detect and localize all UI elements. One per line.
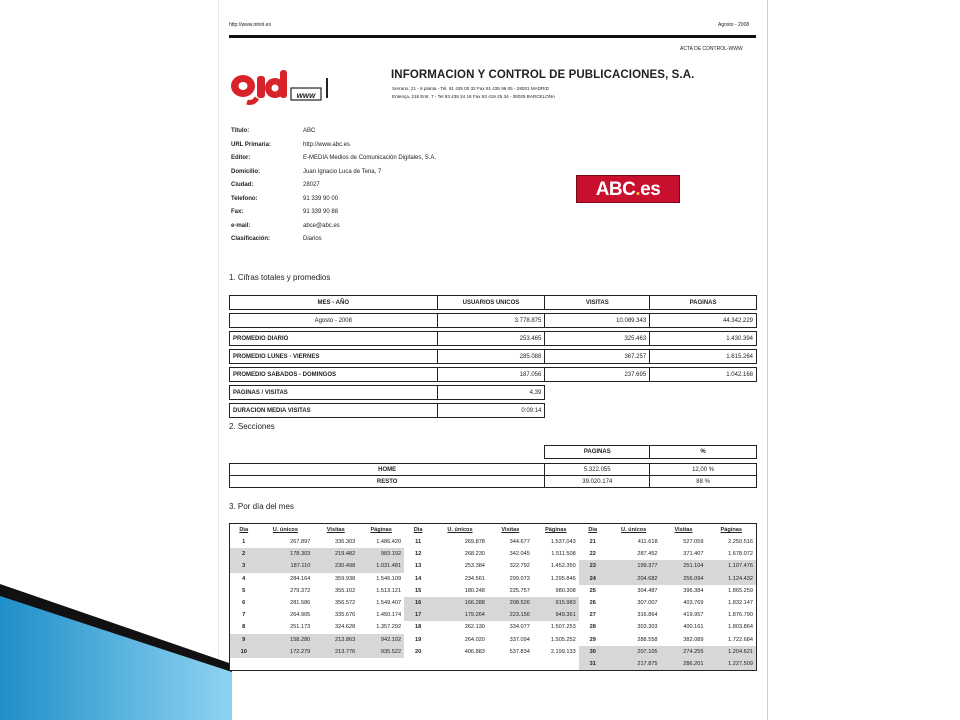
cell-day: 21 [589,539,596,546]
col-header: Páginas [545,527,567,533]
org-address-barcelona: Entença, 218 Entr. 7 - Tel 93 439 24 18 Fax 93 419 25 34 - 08029 BARCELONA [392,94,556,99]
cell-visits: 400.161 [683,624,704,631]
cell-visits: 208.526 [488,597,533,609]
cell-pages: 942.102 [358,634,404,646]
daily-header-row [230,524,757,537]
cell-pages: 935.522 [358,646,404,658]
cell-pages: 1.227.509 [706,658,756,671]
table-row [230,536,757,548]
daily-table [229,523,757,671]
table-row [230,368,757,382]
section-2-title: 2. Secciones [229,422,275,431]
totals-table [229,295,757,418]
cell-visits: 367.257 [545,350,650,364]
cell-visits: 324.628 [334,624,356,631]
col-header: PAGINAS [650,296,757,310]
cell-users: 279.372 [290,587,311,594]
table-row [230,332,757,346]
info-label: Clasificación: [231,236,271,242]
cell-pages: 1.031.481 [358,560,404,572]
cell-visits: 251.104 [661,560,707,572]
cell-pages: 1.505.252 [550,636,576,643]
col-header: Visitas [501,527,520,533]
cell-visits: 359.938 [334,575,356,582]
col-header: Visitas [326,527,345,533]
cell-users: 264.020 [464,636,485,643]
cell-pages: 1.450.174 [376,612,402,619]
info-value: ABC [303,128,316,134]
cell-day: 26 [589,600,596,607]
col-header: Dia [239,527,249,533]
table-row [230,314,757,328]
cell-users: 262.130 [464,624,485,631]
spacer [545,404,757,418]
cell-day: 11 [415,539,422,546]
cell-visits: 325.463 [545,332,650,346]
cell-label: PROMEDIO DIARIO [230,332,438,346]
cell-label: PROMEDIO SABADOS - DOMINGOS [230,368,438,382]
table-row [230,404,757,418]
cell-pct: 12,00 % [650,464,757,476]
cell-pages: 1.513.121 [376,587,402,594]
cell-visits: 336.303 [334,539,356,546]
table-row [230,548,757,560]
info-value: 28027 [303,182,320,188]
cell-pct: 88 % [650,476,757,488]
table-row [230,585,757,597]
cell-day: 1 [242,539,246,546]
cell-visits: 334.077 [509,624,530,631]
section-3-title: 3. Por día del mes [229,502,294,511]
cell-visits: 213.776 [313,646,358,658]
col-header: VISITAS [545,296,650,310]
cell-users: 284.164 [290,575,311,582]
info-value: 91 339 90 00 [303,195,339,202]
cell-users: 187.056 [437,368,545,382]
cell-value: 4,39 [437,386,545,400]
daily-body [230,536,757,671]
section-1-title: 1. Cifras totales y promedios [229,273,331,282]
cell-visits: 274.255 [661,646,707,658]
cell-visits: 371.407 [683,551,704,558]
cell-pages: 1.803.864 [728,624,753,631]
cell-pages: 1.124.432 [706,573,756,585]
spacer [545,386,757,400]
cell-day: 17 [404,609,432,621]
col-header: Dia [588,527,598,533]
abc-logo-abc: ABC [595,179,636,200]
cell-day: 6 [242,600,246,607]
ojd-logo [229,64,339,106]
cell-users: 288.558 [637,636,658,643]
info-label: Fax: [231,209,244,215]
cell-pages: 1.357.292 [376,624,402,631]
cell-pages: 1.722.684 [728,636,753,643]
cell-users: 253.384 [464,563,485,570]
cell-users: 316.864 [637,612,658,619]
cell-users: 178.303 [257,548,313,560]
cell-users: 304.487 [637,587,658,594]
cell-visits: 256.094 [661,573,707,585]
cell-pages: 1.537.043 [550,539,576,546]
col-header: Páginas [720,527,742,533]
table-row [230,560,757,572]
cell-users: 234.561 [464,575,485,582]
table-row [230,646,757,658]
cell-pages: 1.042.168 [650,368,757,382]
cell-day: 27 [589,612,596,619]
cell-users: 251.173 [290,624,311,631]
cell-day: 25 [589,587,596,594]
cell-visits: 337.094 [509,636,530,643]
cell-pages: 1.865.259 [728,587,753,594]
cell-users: 3.778.875 [437,314,545,328]
col-header: Visitas [674,527,693,533]
col-header: MES - AÑO [230,296,438,310]
info-label: Editor: [231,155,251,161]
cell-users: 411.618 [637,539,658,546]
info-value: E-MEDIA Medios de Comunicación Digitales, S.A. [303,155,437,161]
cell-day: 29 [589,636,596,643]
empty-cell [488,658,533,671]
acta-label: ACTA DE CONTROL-WWW [680,46,743,52]
cell-pages: 1.832.147 [728,600,753,607]
empty-cell [404,658,432,671]
info-value: 91 339 90 88 [303,209,339,215]
org-address-madrid: Serrano, 21 - 6 planta - Tel. 91 435 00 32 Fax 91 435 96 05 - 28001 MADRID [392,86,549,91]
col-header: USUARIOS UNICOS [437,296,545,310]
cell-pages: 1.678.072 [728,551,753,558]
cell-pages: 1.486.420 [376,539,402,546]
cell-users: 406.883 [464,648,485,655]
cell-visits: 225.757 [509,587,530,594]
header-date: Agosto - 2008 [718,22,750,28]
cell-visits: 322.792 [509,563,530,570]
cell-day: 2 [230,548,258,560]
cell-day: 16 [404,597,432,609]
cell-day: 10 [230,646,258,658]
cell-label: DURACION MEDIA VISITAS [230,404,438,418]
cell-visits: 219.482 [313,548,358,560]
info-value: abce@abc.es [303,222,340,229]
cell-day: 28 [589,624,596,631]
cell-users: 172.279 [257,646,313,658]
cell-pages: 39.020.174 [545,476,650,488]
cell-users: 307.007 [637,600,658,607]
cell-visits: 335.676 [334,612,356,619]
table-row [230,476,757,488]
info-label: URL Primaria: [231,141,271,148]
cell-pages: 1.549.407 [376,600,402,607]
cell-users: 264.905 [290,612,311,619]
cell-visits: 403.769 [683,600,704,607]
cell-users: 303.303 [637,624,658,631]
header-divider [229,35,756,38]
cell-pages: 980.308 [555,587,576,594]
empty-cell [230,658,258,671]
org-title: INFORMACION Y CONTROL DE PUBLICACIONES, S.A. [391,69,695,81]
cell-pages: 1.507.253 [550,624,576,631]
cell-visits: 355.102 [334,587,356,594]
info-value: Juan Ignacio Luca de Tena, 7 [303,168,382,175]
info-label: Telefono: [231,195,258,202]
cell-pages: 44.342.229 [650,314,757,328]
cell-visits: 356.572 [334,600,356,607]
table-row [230,573,757,585]
cell-day: 7 [242,612,246,619]
cell-visits: 286.201 [661,658,707,671]
cell-users: 253.465 [437,332,545,346]
cell-users: 207.105 [607,646,661,658]
cell-users: 166.288 [432,597,488,609]
table-row [230,386,757,400]
cell-day: 8 [242,624,246,631]
cell-day: 18 [414,624,422,631]
cell-pages: 1.430.394 [650,332,757,346]
cell-visits: 537.834 [509,648,530,655]
col-header: % [650,446,757,459]
col-header: U. únicos [621,527,647,533]
cell-day: 5 [242,587,246,594]
totals-header-row [230,296,757,310]
cell-day: 12 [414,551,422,558]
cell-pages: 915.983 [533,597,579,609]
cell-visits: 10.089.343 [545,314,650,328]
cell-users: 268.230 [464,551,485,558]
cell-visits: 213.863 [313,634,358,646]
cell-day: 9 [230,634,258,646]
ojd-logo-badge: www [296,91,316,100]
cell-pages: 1.204.621 [706,646,756,658]
sections-table [229,445,757,488]
col-header: U. únicos [447,527,473,533]
cell-users: 269.878 [464,539,485,546]
table-row [230,609,757,621]
cell-pages: 1.452.350 [550,563,576,570]
table-row [230,634,757,646]
cell-pages: 5.322.055 [545,464,650,476]
cell-section: RESTO [230,476,545,488]
cell-pages: 1.615.264 [650,350,757,364]
cell-users: 204.682 [607,573,661,585]
cell-users: 281.586 [290,600,311,607]
cell-pages: 949.361 [533,609,579,621]
cell-users: 158.280 [257,634,313,646]
cell-users: 217.875 [607,658,661,671]
cell-visits: 342.045 [509,551,530,558]
cell-value: 0:09:14 [437,404,545,418]
cell-day: 3 [230,560,258,572]
col-header: U. únicos [272,527,298,533]
cell-day: 4 [242,575,246,582]
cell-day: 22 [589,551,596,558]
cell-visits: 382.089 [683,636,704,643]
cell-users: 180.248 [464,587,485,594]
col-header: Dia [413,527,423,533]
cell-visits: 237.695 [545,368,650,382]
sections-header-row [230,446,757,459]
col-header: PAGINAS [545,446,650,459]
cell-users: 179.264 [432,609,488,621]
cell-day: 23 [579,560,607,572]
table-row [230,658,757,671]
empty-cell [313,658,358,671]
info-label: Domicilio: [231,168,261,175]
cell-visits: 344.677 [509,539,530,546]
cell-pages: 1.546.109 [376,575,402,582]
cell-users: 285.088 [437,350,545,364]
abc-logo-dot: . [635,179,641,200]
cell-pages: 2.250.516 [728,539,753,546]
cell-pages: 1.876.790 [728,612,753,619]
cell-section: HOME [230,464,545,476]
cell-day: 14 [414,575,422,582]
empty-cell [257,658,313,671]
col-header: Páginas [370,527,392,533]
table-row [230,464,757,476]
header-url: http://www.introl.es [229,22,271,28]
cell-pages: 1.295.846 [550,575,576,582]
table-row [230,621,757,633]
cell-label: PAGINAS / VISITAS [230,386,438,400]
empty-cell [432,658,488,671]
cell-day: 30 [579,646,607,658]
cell-visits: 527.059 [683,539,704,546]
cell-visits: 299.073 [509,575,530,582]
table-row [230,597,757,609]
empty-cell [358,658,404,671]
cell-month: Agosto - 2008 [230,314,438,328]
spacer [230,446,545,459]
cell-users: 199.377 [607,560,661,572]
cell-pages: 2.199.133 [550,648,576,655]
cell-day: 24 [579,573,607,585]
cell-users: 287.452 [637,551,658,558]
cell-pages: 1.511.508 [551,551,576,558]
abc-es-logo [576,175,680,203]
cell-label: PROMEDIO LUNES - VIERNES [230,350,438,364]
empty-cell [533,658,579,671]
cell-pages: 983.192 [358,548,404,560]
cell-day: 31 [579,658,607,671]
cell-visits: 223.156 [488,609,533,621]
cell-visits: 230.498 [313,560,358,572]
table-row [230,350,757,364]
cell-day: 20 [414,648,422,655]
cell-day: 19 [414,636,422,643]
info-label: Ciudad: [231,182,254,188]
info-label: Titulo: [231,128,250,134]
cell-visits: 396.384 [683,587,704,594]
cell-pages: 1.107.476 [706,560,756,572]
cell-users: 267.897 [290,539,311,546]
cell-day: 13 [414,563,422,570]
decorative-corner-graphic [0,560,232,720]
cell-visits: 419.957 [683,612,704,619]
info-value: http://www.abc.es [303,141,351,148]
info-label: e-mail: [231,222,251,229]
info-value: Diarios [303,236,322,242]
cell-day: 15 [414,587,422,594]
cell-users: 187.110 [257,560,313,572]
abc-logo-es: es [640,179,661,200]
